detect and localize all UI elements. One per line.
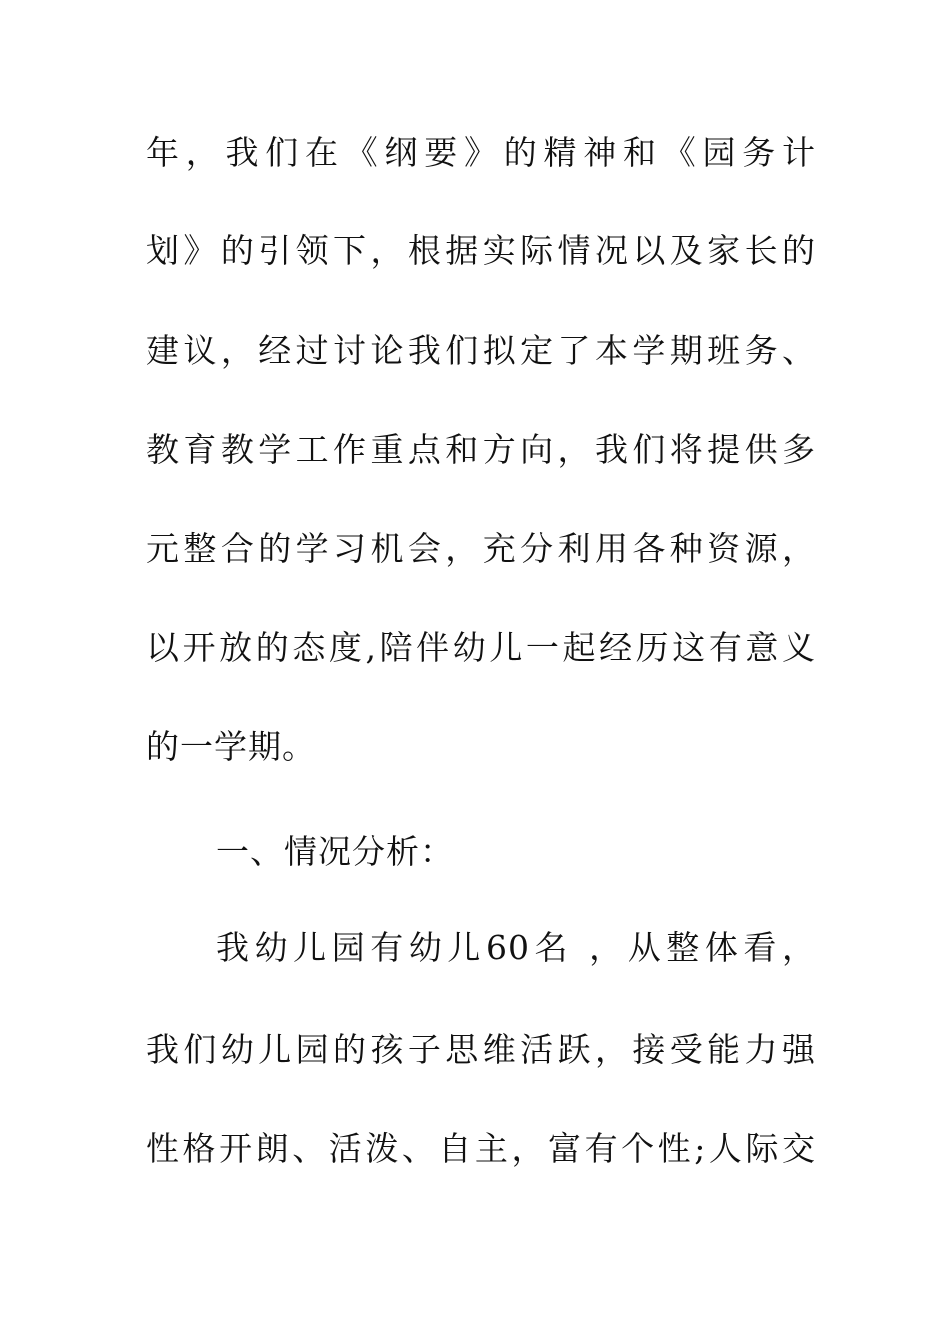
paragraph-line: 我幼儿园有幼儿60名 ，从整体看， bbox=[216, 928, 816, 967]
paragraph-line: 我们幼儿园的孩子思维活跃，接受能力强 bbox=[146, 1030, 816, 1069]
paragraph-line: 元整合的学习机会，充分利用各种资源， bbox=[146, 529, 816, 568]
section-heading: 一、情况分析： bbox=[216, 832, 454, 871]
paragraph-line: 建议，经过讨论我们拟定了本学期班务、 bbox=[146, 331, 816, 370]
paragraph-line: 年，我们在《纲要》的精神和《园务计 bbox=[146, 133, 816, 172]
paragraph-line: 性格开朗、活泼、自主，富有个性;人际交 bbox=[146, 1129, 816, 1168]
paragraph-line: 以开放的态度,陪伴幼儿一起经历这有意义 bbox=[146, 628, 816, 667]
paragraph-last-line: 的一学期。 bbox=[146, 727, 316, 766]
paragraph-line: 划》的引领下，根据实际情况以及家长的 bbox=[146, 231, 816, 270]
paragraph-line: 教育教学工作重点和方向，我们将提供多 bbox=[146, 430, 816, 469]
